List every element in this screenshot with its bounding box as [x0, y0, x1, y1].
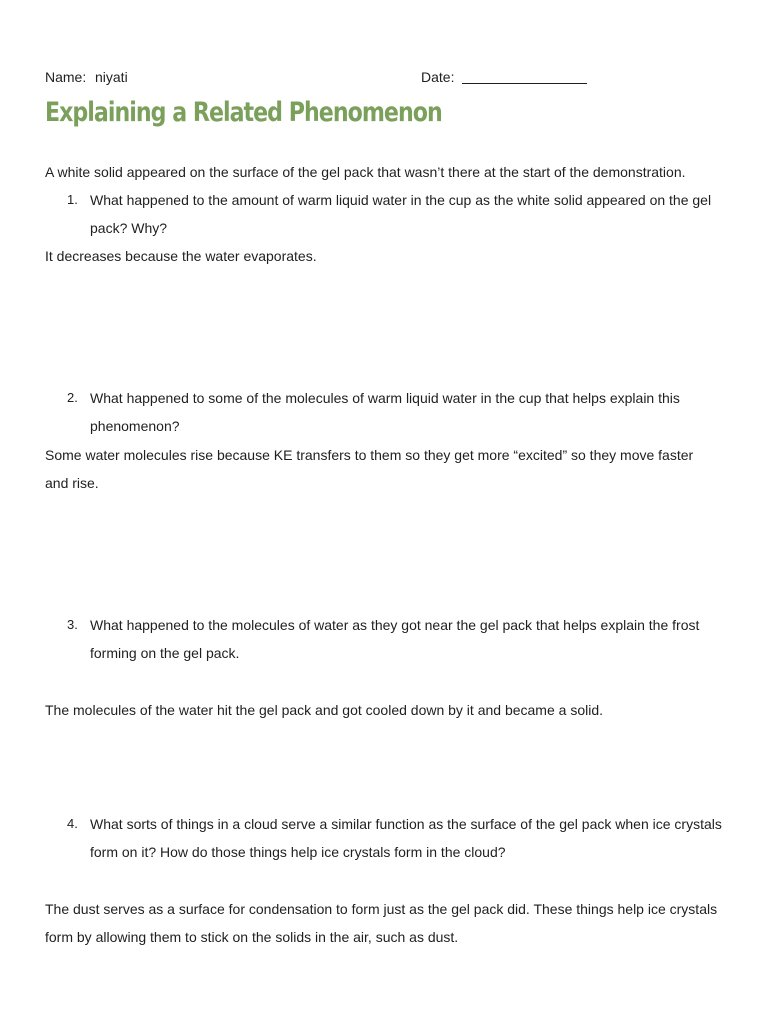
name-label: Name:	[45, 69, 87, 85]
answer-1: It decreases because the water evaporates.	[45, 248, 317, 264]
question-1-text: What happened to the amount of warm liquid water in the cup as the white solid appeared on the gel pack? Why?	[90, 192, 712, 236]
answer-4-line-1: The dust serves as a surface for condensation to form just as the gel pack did. These things help ice crystals	[45, 901, 718, 917]
question-3-text: What happened to the molecules of water as they got near the gel pack that helps explain the frost forming on the gel pack.	[90, 617, 700, 661]
question-4-text: What sorts of things in a cloud serve a similar function as the surface of the gel pack when ice crystals form on it? How do those things help ice crystals form in the cloud?	[90, 816, 722, 860]
intro-text: A white solid appeared on the surface of the gel pack that wasn’t there at the start of the demonstration.	[45, 164, 686, 180]
page-title: Explaining a Related Phenomenon	[45, 97, 442, 128]
answer-3: The molecules of the water hit the gel pack and got cooled down by it and became a solid.	[45, 702, 604, 718]
date-blank-line	[462, 83, 587, 84]
answer-2-line-1: Some water molecules rise because KE transfers to them so they get more “excited” so they move faster	[45, 447, 694, 463]
question-1-number: 1.	[67, 192, 78, 207]
question-2-number: 2.	[67, 390, 78, 405]
answer-2-line-2: and rise.	[45, 475, 99, 491]
name-value: niyati	[95, 69, 128, 85]
question-2-text: What happened to some of the molecules of warm liquid water in the cup that helps explain this phenomenon?	[90, 390, 680, 434]
question-4-number: 4.	[67, 816, 78, 831]
answer-4-line-2: form by allowing them to stick on the solids in the air, such as dust.	[45, 929, 459, 945]
date-label: Date:	[421, 69, 455, 85]
question-3-number: 3.	[67, 617, 78, 632]
